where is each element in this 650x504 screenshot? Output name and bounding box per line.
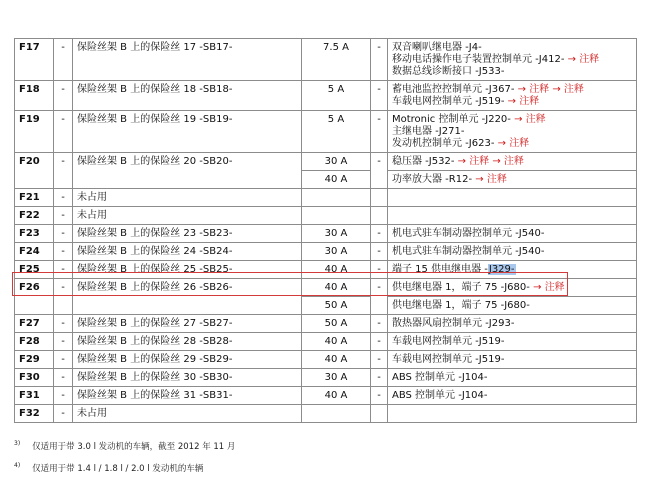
fuse-amperage: 40 A — [302, 279, 371, 297]
separator-dash: - — [54, 351, 73, 369]
table-row — [15, 261, 637, 279]
separator-dash: - — [54, 225, 73, 243]
component-line — [392, 66, 632, 78]
note-link: 注释 — [525, 114, 546, 125]
separator-dash: - — [371, 387, 388, 405]
separator-dash: - — [54, 405, 73, 423]
component-name: 车载电网控制单元 -J519- — [392, 96, 505, 107]
fuse-amperage — [302, 207, 371, 225]
table-row — [15, 207, 637, 225]
fuse-amperage: 30 A — [302, 243, 371, 261]
note-link: 注释 — [579, 54, 600, 65]
component-name: 散热器风扇控制单元 -J293- — [392, 318, 515, 329]
component-name: ABS 控制单元 -J104- — [392, 390, 488, 401]
fuse-id: F22 — [15, 207, 54, 225]
footnote-mark: 4) — [14, 462, 21, 470]
separator-dash: - — [371, 39, 388, 81]
fuse-components — [388, 111, 637, 153]
fuse-components — [388, 369, 637, 387]
arrow-icon: → — [564, 54, 580, 65]
separator-dash — [371, 405, 388, 423]
fuse-description: 保险丝架 B 上的保险丝 19 -SB19- — [73, 111, 302, 153]
footnote-3 — [14, 440, 235, 462]
separator-dash: - — [54, 369, 73, 387]
component-name: 发动机控制单元 -J623- — [392, 138, 495, 149]
selected-text-highlight: J329- — [488, 264, 515, 275]
separator-dash: - — [371, 153, 388, 189]
footnote-text: 仅适用于带 3.0 l 发动机的车辆，截至 2012 年 11 月 — [32, 442, 236, 452]
component-line — [392, 264, 632, 276]
note-link: 注释 → 注释 — [469, 156, 524, 167]
fuse-components — [388, 225, 637, 243]
fuse-id: F21 — [15, 189, 54, 207]
fuse-components — [388, 171, 637, 189]
arrow-icon: → — [504, 96, 520, 107]
component-line — [392, 54, 632, 66]
separator-dash — [371, 207, 388, 225]
arrow-icon: → — [510, 114, 526, 125]
table-row — [15, 81, 637, 111]
component-name: Motronic 控制单元 -J220- — [392, 114, 511, 125]
fuse-components — [388, 261, 637, 279]
separator-dash: - — [371, 261, 388, 279]
component-name: 数据总线诊断接口 -J533- — [392, 66, 505, 77]
fuse-description: 未占用 — [73, 207, 302, 225]
fuse-description: 保险丝架 B 上的保险丝 23 -SB23- — [73, 225, 302, 243]
component-line — [392, 246, 632, 258]
fuse-description: 未占用 — [73, 189, 302, 207]
fuse-components — [388, 243, 637, 261]
fuse-id: F27 — [15, 315, 54, 333]
component-line — [392, 372, 632, 384]
fuse-components — [388, 81, 637, 111]
fuse-amperage: 50 A — [302, 297, 371, 315]
component-line — [392, 84, 632, 96]
component-name: 车载电网控制单元 -J519- — [392, 336, 505, 347]
separator-dash: - — [371, 81, 388, 111]
component-name: 车载电网控制单元 -J519- — [392, 354, 505, 365]
component-line — [392, 156, 632, 168]
component-name: 机电式驻车制动器控制单元 -J540- — [392, 246, 545, 257]
table-row — [15, 189, 637, 207]
component-line — [392, 138, 632, 150]
separator-dash: - — [371, 243, 388, 261]
fuse-id: F18 — [15, 81, 54, 111]
fuse-amperage: 5 A — [302, 81, 371, 111]
fuse-amperage: 40 A — [302, 387, 371, 405]
separator-dash: - — [371, 369, 388, 387]
component-line — [392, 96, 632, 108]
fuse-description: 保险丝架 B 上的保险丝 17 -SB17- — [73, 39, 302, 81]
fuse-id: F31 — [15, 387, 54, 405]
separator-dash: - — [54, 243, 73, 261]
component-name: 供电继电器 1，端子 75 -J680- — [392, 300, 530, 311]
separator-dash: - — [54, 111, 73, 153]
separator-dash: - — [54, 333, 73, 351]
table-row — [15, 111, 637, 153]
component-name: 稳压器 -J532- — [392, 156, 455, 167]
fuse-amperage: 50 A — [302, 315, 371, 333]
separator-dash: - — [54, 261, 73, 279]
fuse-id: F28 — [15, 333, 54, 351]
component-name: 端子 15 供电继电器 - — [392, 264, 488, 275]
fuse-id: F29 — [15, 351, 54, 369]
fuse-description: 保险丝架 B 上的保险丝 27 -SB27- — [73, 315, 302, 333]
fuse-amperage: 40 A — [302, 351, 371, 369]
fuse-amperage: 40 A — [302, 333, 371, 351]
arrow-icon: → — [529, 282, 545, 293]
fuse-id: F32 — [15, 405, 54, 423]
component-name: 移动电话操作电子装置控制单元 -J412- — [392, 54, 565, 65]
fuse-id: F19 — [15, 111, 54, 153]
separator-dash: - — [371, 279, 388, 315]
fuse-id: F24 — [15, 243, 54, 261]
component-name: 主继电器 -J271- — [392, 126, 465, 137]
table-row — [15, 405, 637, 423]
component-name: 机电式驻车制动器控制单元 -J540- — [392, 228, 545, 239]
table-row — [15, 369, 637, 387]
arrow-icon: → — [472, 174, 487, 185]
separator-dash: - — [371, 225, 388, 243]
table-row — [15, 315, 637, 333]
component-line — [392, 336, 632, 348]
fuse-components — [388, 405, 637, 423]
footnote-4 — [14, 462, 235, 484]
component-line — [392, 282, 632, 294]
fuse-amperage — [302, 189, 371, 207]
table-row — [15, 279, 637, 297]
fuse-amperage: 40 A — [302, 261, 371, 279]
footnote-mark: 3) — [14, 440, 21, 448]
fuse-amperage — [302, 405, 371, 423]
separator-dash: - — [54, 279, 73, 315]
fuse-assignment-table — [14, 38, 637, 423]
fuse-amperage: 30 A — [302, 369, 371, 387]
component-line — [392, 300, 632, 312]
fuse-components — [388, 387, 637, 405]
separator-dash: - — [54, 207, 73, 225]
component-name: 蓄电池监控控制单元 -J367- — [392, 84, 515, 95]
arrow-icon: → — [514, 84, 530, 95]
separator-dash: - — [54, 81, 73, 111]
table-row — [15, 153, 637, 171]
footnote-text: 仅适用于带 1.4 l / 1.8 l / 2.0 l 发动机的车辆 — [32, 464, 204, 474]
fuse-description: 保险丝架 B 上的保险丝 25 -SB25- — [73, 261, 302, 279]
fuse-amperage: 7.5 A — [302, 39, 371, 81]
fuse-table-container — [14, 38, 637, 423]
note-link: 注释 — [544, 282, 565, 293]
separator-dash: - — [54, 387, 73, 405]
fuse-description: 保险丝架 B 上的保险丝 29 -SB29- — [73, 351, 302, 369]
separator-dash: - — [371, 315, 388, 333]
component-line — [392, 390, 632, 402]
separator-dash: - — [371, 333, 388, 351]
fuse-description: 保险丝架 B 上的保险丝 18 -SB18- — [73, 81, 302, 111]
component-line — [392, 318, 632, 330]
component-line — [392, 126, 632, 138]
separator-dash: - — [54, 189, 73, 207]
component-line — [392, 42, 632, 54]
fuse-table-body — [15, 39, 637, 423]
component-name: 供电继电器 1，端子 75 -J680- — [392, 282, 530, 293]
note-link: 注释 — [509, 138, 530, 149]
component-name: 功率放大器 -R12- — [392, 174, 473, 185]
table-row — [15, 387, 637, 405]
separator-dash: - — [54, 153, 73, 189]
fuse-components — [388, 333, 637, 351]
fuse-components — [388, 39, 637, 81]
fuse-description: 保险丝架 B 上的保险丝 26 -SB26- — [73, 279, 302, 315]
table-row — [15, 225, 637, 243]
separator-dash: - — [371, 111, 388, 153]
separator-dash — [371, 189, 388, 207]
fuse-description: 保险丝架 B 上的保险丝 20 -SB20- — [73, 153, 302, 189]
note-link: 注释 — [519, 96, 540, 107]
fuse-id: F26 — [15, 279, 54, 315]
component-line — [392, 174, 632, 186]
fuse-components — [388, 315, 637, 333]
footnotes — [14, 440, 235, 484]
fuse-amperage: 40 A — [302, 171, 371, 189]
fuse-description: 保险丝架 B 上的保险丝 24 -SB24- — [73, 243, 302, 261]
note-link: 注释 → 注释 — [529, 84, 584, 95]
fuse-description: 未占用 — [73, 405, 302, 423]
table-row — [15, 243, 637, 261]
fuse-components — [388, 153, 637, 171]
fuse-id: F20 — [15, 153, 54, 189]
arrow-icon: → — [494, 138, 510, 149]
fuse-description: 保险丝架 B 上的保险丝 28 -SB28- — [73, 333, 302, 351]
fuse-id: F25 — [15, 261, 54, 279]
fuse-components — [388, 351, 637, 369]
fuse-components — [388, 279, 637, 297]
fuse-id: F30 — [15, 369, 54, 387]
table-row — [15, 351, 637, 369]
table-row — [15, 39, 637, 81]
separator-dash: - — [54, 315, 73, 333]
component-name: 双音喇叭继电器 -J4- — [392, 42, 482, 53]
component-name: ABS 控制单元 -J104- — [392, 372, 488, 383]
table-row — [15, 333, 637, 351]
fuse-id: F17 — [15, 39, 54, 81]
separator-dash: - — [371, 351, 388, 369]
fuse-id: F23 — [15, 225, 54, 243]
fuse-amperage: 30 A — [302, 153, 371, 171]
fuse-description: 保险丝架 B 上的保险丝 31 -SB31- — [73, 387, 302, 405]
fuse-description: 保险丝架 B 上的保险丝 30 -SB30- — [73, 369, 302, 387]
component-line — [392, 354, 632, 366]
fuse-components — [388, 297, 637, 315]
fuse-amperage: 5 A — [302, 111, 371, 153]
separator-dash: - — [54, 39, 73, 81]
component-line — [392, 228, 632, 240]
component-line — [392, 114, 632, 126]
fuse-components — [388, 189, 637, 207]
fuse-amperage: 30 A — [302, 225, 371, 243]
arrow-icon: → — [454, 156, 470, 167]
note-link: 注释 — [486, 174, 507, 185]
fuse-components — [388, 207, 637, 225]
